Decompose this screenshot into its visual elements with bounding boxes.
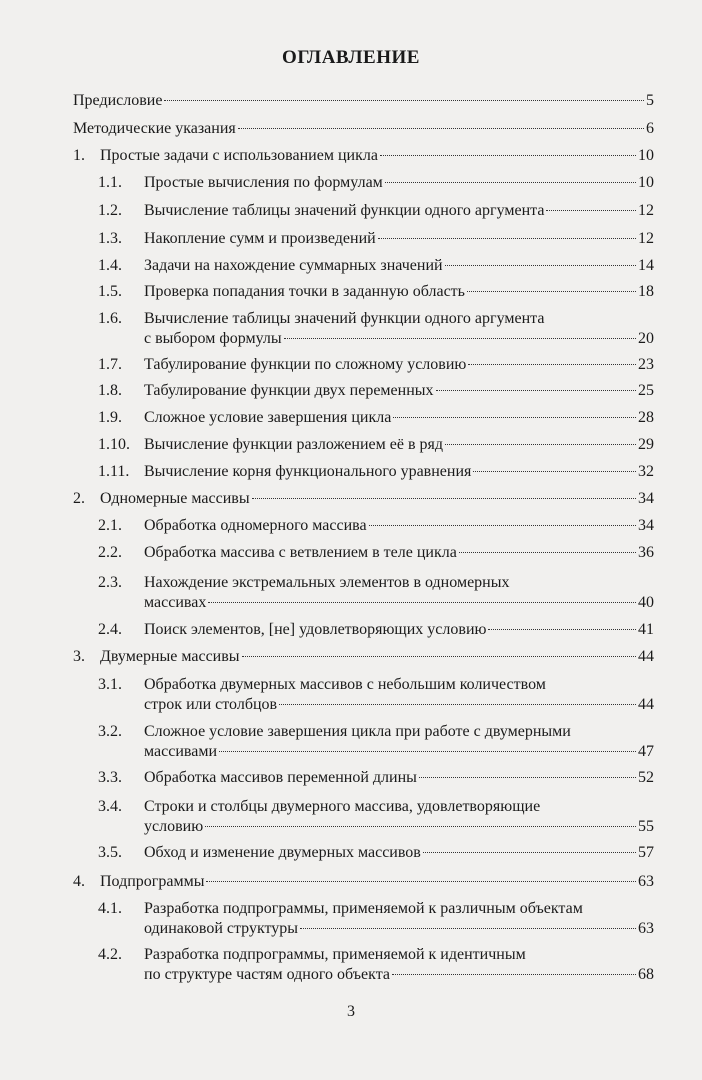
toc-entry (73, 647, 654, 667)
toc-entry-page: 68 (638, 966, 654, 983)
toc-entry (73, 620, 654, 640)
toc-entry-title: условию (144, 818, 204, 835)
toc-entry-number: 3.1. (98, 676, 122, 693)
toc-entry (73, 768, 654, 788)
toc-entry-title: Вычисление функции разложением её в ряд (144, 436, 443, 453)
toc-entry-title: Предисловие (73, 92, 163, 109)
toc-entry-title: Табулирование функции по сложному условию (144, 356, 467, 373)
toc-entry (73, 945, 654, 985)
toc-entry-title: Накопление сумм и произведений (144, 230, 376, 247)
dot-leader (546, 210, 636, 211)
toc-entry (73, 435, 654, 455)
toc-entry-number: 1. (73, 147, 85, 164)
dot-leader (419, 777, 636, 778)
dot-leader (284, 338, 636, 339)
toc-entry-number: 1.5. (98, 283, 122, 300)
toc-entry-number: 1.6. (98, 310, 122, 327)
dot-leader (392, 974, 636, 975)
toc-entry (73, 282, 654, 302)
toc-entry-number: 3.2. (98, 723, 122, 740)
toc-entry-number: 4. (73, 873, 85, 890)
toc-entry-page: 12 (638, 202, 654, 219)
toc-entry-title: массивами (144, 743, 218, 760)
dot-leader (445, 265, 636, 266)
toc-entry-title: Вычисление таблицы значений функции одного аргумента (144, 310, 545, 327)
toc-entry-number: 3.5. (98, 844, 122, 861)
toc-entry (73, 899, 654, 939)
toc-entry-title: Простые задачи с использованием цикла (100, 147, 378, 164)
toc-entry-number: 1.8. (98, 382, 122, 399)
toc-entry-page: 10 (638, 147, 654, 164)
toc-entry-title: Вычисление таблицы значений функции одного аргумента (144, 202, 545, 219)
toc-entry-title: с выбором формулы (144, 330, 282, 347)
toc-entry (73, 573, 654, 613)
toc-entry-page: 44 (638, 696, 654, 713)
toc-entry-page: 18 (638, 283, 654, 300)
toc-entry-title: Разработка подпрограммы, применяемой к идентичным (144, 946, 526, 963)
toc-entry-number: 2. (73, 490, 85, 507)
toc-entry-page: 10 (638, 174, 654, 191)
toc-entry-title: Простые вычисления по формулам (144, 174, 383, 191)
toc-entry-page: 63 (638, 920, 654, 937)
toc-entry-number: 4.1. (98, 900, 122, 917)
toc-entry (73, 462, 654, 482)
toc-entry-page: 20 (638, 330, 654, 347)
dot-leader (242, 656, 636, 657)
toc-entry-number: 3.3. (98, 769, 122, 786)
toc-entry (73, 173, 654, 193)
toc-entry (73, 201, 654, 221)
toc-entry-page: 63 (638, 873, 654, 890)
dot-leader (219, 751, 636, 752)
toc-entry-number: 1.9. (98, 409, 122, 426)
toc-entry-title: Разработка подпрограммы, применяемой к различным объектам (144, 900, 583, 917)
toc-entry (73, 872, 654, 892)
toc-entry-page: 44 (638, 648, 654, 665)
toc-entry (73, 229, 654, 249)
dot-leader (238, 128, 644, 129)
toc-entry-title: Обработка массивов переменной длины (144, 769, 417, 786)
page-title: ОГЛАВЛЕНИЕ (282, 47, 420, 68)
dot-leader (378, 238, 636, 239)
toc-entry-title: Методические указания (73, 120, 236, 137)
toc-entry-title: Вычисление корня функционального уравнения (144, 463, 472, 480)
table-of-contents (73, 0, 654, 1080)
toc-entry (73, 91, 654, 111)
dot-leader (385, 182, 636, 183)
toc-entry-number: 2.2. (98, 544, 122, 561)
toc-entry-title: Обработка массива с ветвлением в теле цикла (144, 544, 457, 561)
toc-entry-number: 2.3. (98, 574, 122, 591)
toc-entry-title: массивах (144, 594, 207, 611)
toc-entry (73, 675, 654, 715)
toc-entry-title: строк или столбцов (144, 696, 278, 713)
toc-entry-number: 1.10. (98, 436, 130, 453)
dot-leader (279, 704, 636, 705)
toc-entry (73, 543, 654, 563)
dot-leader (468, 364, 636, 365)
toc-entry-title: одинаковой структуры (144, 920, 299, 937)
toc-entry-number: 2.1. (98, 517, 122, 534)
toc-entry-number: 2.4. (98, 621, 122, 638)
toc-entry (73, 797, 654, 837)
toc-entry-title: Задачи на нахождение суммарных значений (144, 257, 443, 274)
toc-entry-title: Нахождение экстремальных элементов в одномерных (144, 574, 510, 591)
toc-entry-number: 1.2. (98, 202, 122, 219)
toc-entry (73, 489, 654, 509)
toc-entry (73, 516, 654, 536)
toc-entry-title: Двумерные массивы (100, 648, 240, 665)
dot-leader (208, 602, 636, 603)
toc-entry-title: Обработка одномерного массива (144, 517, 367, 534)
toc-entry-page: 55 (638, 818, 654, 835)
dot-leader (423, 852, 636, 853)
dot-leader (473, 471, 636, 472)
dot-leader (445, 444, 636, 445)
dot-leader (467, 291, 636, 292)
toc-entry-title: Проверка попадания точки в заданную область (144, 283, 465, 300)
toc-entry (73, 256, 654, 276)
dot-leader (393, 417, 636, 418)
toc-entry-page: 32 (638, 463, 654, 480)
toc-entry (73, 146, 654, 166)
toc-entry-page: 25 (638, 382, 654, 399)
toc-entry (73, 309, 654, 349)
toc-entry-page: 23 (638, 356, 654, 373)
toc-entry-page: 5 (646, 92, 654, 109)
toc-entry (73, 381, 654, 401)
dot-leader (436, 390, 636, 391)
toc-entry-title: Строки и столбцы двумерного массива, удовлетворяющие (144, 798, 541, 815)
toc-entry-number: 1.3. (98, 230, 122, 247)
toc-entry-title: Сложное условие завершения цикла при работе с двумерными (144, 723, 571, 740)
toc-entry-page: 34 (638, 490, 654, 507)
toc-entry-title: Сложное условие завершения цикла (144, 409, 392, 426)
toc-entry-number: 1.1. (98, 174, 122, 191)
toc-entry-title: Одномерные массивы (100, 490, 250, 507)
toc-entry-title: Поиск элементов, [не] удовлетворяющих условию (144, 621, 487, 638)
toc-entry-number: 3.4. (98, 798, 122, 815)
toc-entry (73, 408, 654, 428)
page-number: 3 (347, 1003, 355, 1020)
toc-entry-page: 28 (638, 409, 654, 426)
dot-leader (164, 100, 644, 101)
toc-entry-number: 4.2. (98, 946, 122, 963)
toc-entry-page: 40 (638, 594, 654, 611)
toc-entry-title: по структуре частям одного объекта (144, 966, 390, 983)
dot-leader (369, 525, 636, 526)
dot-leader (300, 928, 636, 929)
dot-leader (252, 498, 636, 499)
dot-leader (488, 629, 636, 630)
toc-entry-page: 41 (638, 621, 654, 638)
toc-entry-page: 57 (638, 844, 654, 861)
toc-entry-page: 14 (638, 257, 654, 274)
toc-entry-title: Подпрограммы (100, 873, 205, 890)
dot-leader (459, 552, 636, 553)
toc-entry-number: 1.7. (98, 356, 122, 373)
toc-entry-number: 3. (73, 648, 85, 665)
toc-entry-title: Обход и изменение двумерных массивов (144, 844, 421, 861)
toc-entry-page: 6 (646, 120, 654, 137)
toc-entry (73, 722, 654, 762)
toc-entry-page: 12 (638, 230, 654, 247)
toc-entry-page: 36 (638, 544, 654, 561)
toc-entry-page: 34 (638, 517, 654, 534)
toc-entry-title: Табулирование функции двух переменных (144, 382, 434, 399)
toc-entry-page: 29 (638, 436, 654, 453)
toc-entry-number: 1.11. (98, 463, 130, 480)
toc-entry-title: Обработка двумерных массивов с небольшим количеством (144, 676, 546, 693)
toc-entry (73, 355, 654, 375)
dot-leader (206, 881, 636, 882)
toc-entry-number: 1.4. (98, 257, 122, 274)
toc-entry-page: 47 (638, 743, 654, 760)
toc-entry (73, 843, 654, 863)
toc-entry-page: 52 (638, 769, 654, 786)
toc-entry (73, 119, 654, 139)
dot-leader (205, 826, 636, 827)
dot-leader (380, 155, 636, 156)
